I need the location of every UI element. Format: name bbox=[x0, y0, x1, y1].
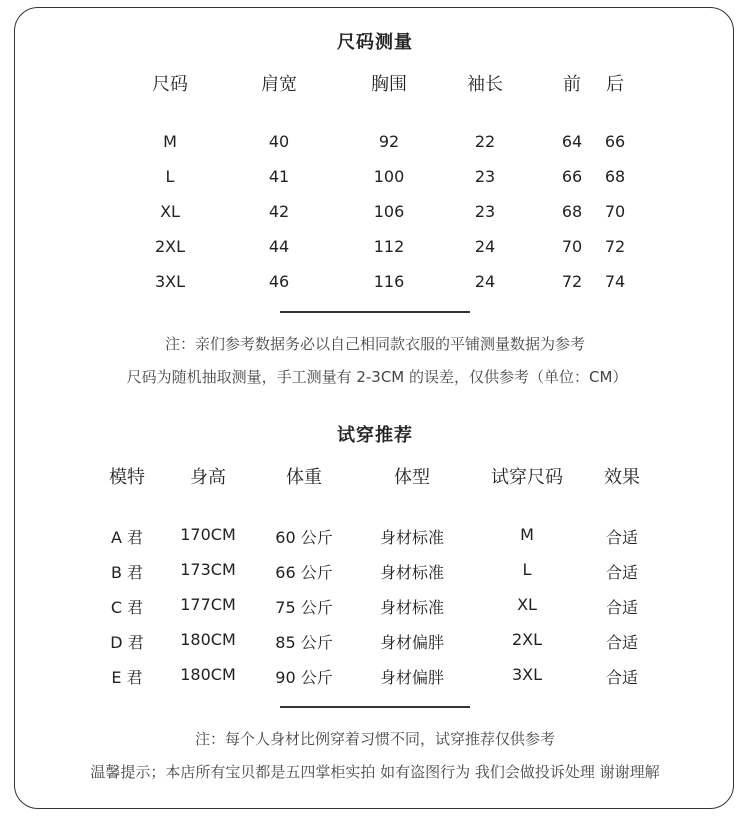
fit-table-cell: 合适 bbox=[605, 528, 639, 547]
fit-note-line-1: 注：每个人身材比例穿着习惯不同，试穿推荐仅供参考 bbox=[194, 730, 556, 748]
fit-table-cell: 身材偏胖 bbox=[379, 633, 445, 652]
fit-table-cell: 170CM bbox=[180, 525, 236, 544]
size-table-cell: 72 bbox=[604, 237, 626, 256]
fit-table-cell: A 君 bbox=[110, 528, 144, 547]
size-table-cell: 24 bbox=[474, 237, 496, 256]
fit-table-title: 试穿推荐 bbox=[337, 425, 413, 446]
size-table-cell: 68 bbox=[604, 167, 626, 186]
size-table-cell: L bbox=[165, 167, 175, 186]
fit-table-cell: 90 公斤 bbox=[275, 668, 333, 687]
size-table-header-5: 后 bbox=[606, 74, 624, 95]
size-table-header-2: 胸围 bbox=[371, 74, 407, 95]
fit-table-header-4: 试穿尺码 bbox=[491, 467, 563, 488]
fit-table-cell: 85 公斤 bbox=[275, 633, 333, 652]
size-table-cell: 23 bbox=[474, 202, 496, 221]
size-table-header-1: 肩宽 bbox=[261, 74, 297, 95]
size-table-header-3: 袖长 bbox=[467, 74, 503, 95]
size-table-cell: 46 bbox=[268, 272, 290, 291]
fit-table-cell: 3XL bbox=[511, 665, 543, 684]
size-table-cell: 74 bbox=[604, 272, 626, 291]
size-table-cell: 68 bbox=[561, 202, 583, 221]
size-table-cell: 40 bbox=[268, 132, 290, 151]
size-table-divider bbox=[280, 311, 470, 313]
fit-table-cell: 75 公斤 bbox=[275, 598, 333, 617]
size-table-cell: 106 bbox=[373, 202, 405, 221]
fit-table-cell: L bbox=[522, 560, 532, 579]
size-chart-card bbox=[14, 7, 734, 809]
size-table-cell: 70 bbox=[604, 202, 626, 221]
size-table-cell: 112 bbox=[373, 237, 405, 256]
fit-note-line-2: 温馨提示；本店所有宝贝都是五四掌柜实拍 如有盗图行为 我们会做投诉处理 谢谢理解 bbox=[90, 763, 660, 781]
size-table-cell: 44 bbox=[268, 237, 290, 256]
fit-table-header-3: 体型 bbox=[394, 467, 430, 488]
fit-table-cell: B 君 bbox=[110, 563, 144, 582]
size-table-cell: 100 bbox=[373, 167, 405, 186]
size-table-cell: 70 bbox=[561, 237, 583, 256]
fit-table-cell: 180CM bbox=[180, 630, 236, 649]
size-table-cell: 66 bbox=[561, 167, 583, 186]
size-table-cell: M bbox=[163, 132, 177, 151]
size-table-cell: 92 bbox=[378, 132, 400, 151]
size-note-line-1: 注：亲们参考数据务必以自己相同款衣服的平铺测量数据为参考 bbox=[164, 335, 586, 353]
size-table-cell: 72 bbox=[561, 272, 583, 291]
fit-table-cell: 66 公斤 bbox=[275, 563, 333, 582]
fit-table-cell: 2XL bbox=[511, 630, 543, 649]
fit-table-cell: 合适 bbox=[605, 598, 639, 617]
size-table-cell: 3XL bbox=[154, 272, 186, 291]
fit-table-cell: 身材标准 bbox=[379, 528, 445, 547]
size-table-cell: 2XL bbox=[154, 237, 186, 256]
fit-table-cell: 身材偏胖 bbox=[379, 668, 445, 687]
size-table-cell: 24 bbox=[474, 272, 496, 291]
fit-table-divider bbox=[280, 706, 470, 708]
size-table-cell: 23 bbox=[474, 167, 496, 186]
fit-table-cell: 身材标准 bbox=[379, 563, 445, 582]
size-table-cell: 64 bbox=[561, 132, 583, 151]
fit-table-cell: 60 公斤 bbox=[275, 528, 333, 547]
size-table-cell: 66 bbox=[604, 132, 626, 151]
size-table-header-0: 尺码 bbox=[152, 74, 188, 95]
size-note-line-2: 尺码为随机抽取测量，手工测量有 2-3CM 的误差，仅供参考（单位：CM） bbox=[126, 368, 628, 386]
fit-table-header-1: 身高 bbox=[190, 467, 226, 488]
fit-table-cell: 身材标准 bbox=[379, 598, 445, 617]
fit-table-cell: E 君 bbox=[111, 668, 143, 687]
size-table-cell: 41 bbox=[268, 167, 290, 186]
fit-table-header-0: 模特 bbox=[109, 467, 145, 488]
fit-table-header-5: 效果 bbox=[604, 467, 640, 488]
fit-table-cell: 173CM bbox=[180, 560, 236, 579]
fit-table-cell: 合适 bbox=[605, 668, 639, 687]
fit-table-cell: 177CM bbox=[180, 595, 236, 614]
fit-table-cell: 合适 bbox=[605, 563, 639, 582]
size-table-cell: 116 bbox=[373, 272, 405, 291]
fit-table-header-2: 体重 bbox=[286, 467, 322, 488]
fit-table-cell: 180CM bbox=[180, 665, 236, 684]
size-table-cell: 42 bbox=[268, 202, 290, 221]
fit-table-cell: M bbox=[520, 525, 534, 544]
fit-table-cell: C 君 bbox=[110, 598, 144, 617]
fit-table-cell: D 君 bbox=[110, 633, 144, 652]
size-table-cell: 22 bbox=[474, 132, 496, 151]
size-table-cell: XL bbox=[160, 202, 180, 221]
size-table-header-4: 前 bbox=[563, 74, 581, 95]
size-table-title: 尺码测量 bbox=[337, 32, 413, 53]
fit-table-cell: 合适 bbox=[605, 633, 639, 652]
fit-table-cell: XL bbox=[517, 595, 537, 614]
